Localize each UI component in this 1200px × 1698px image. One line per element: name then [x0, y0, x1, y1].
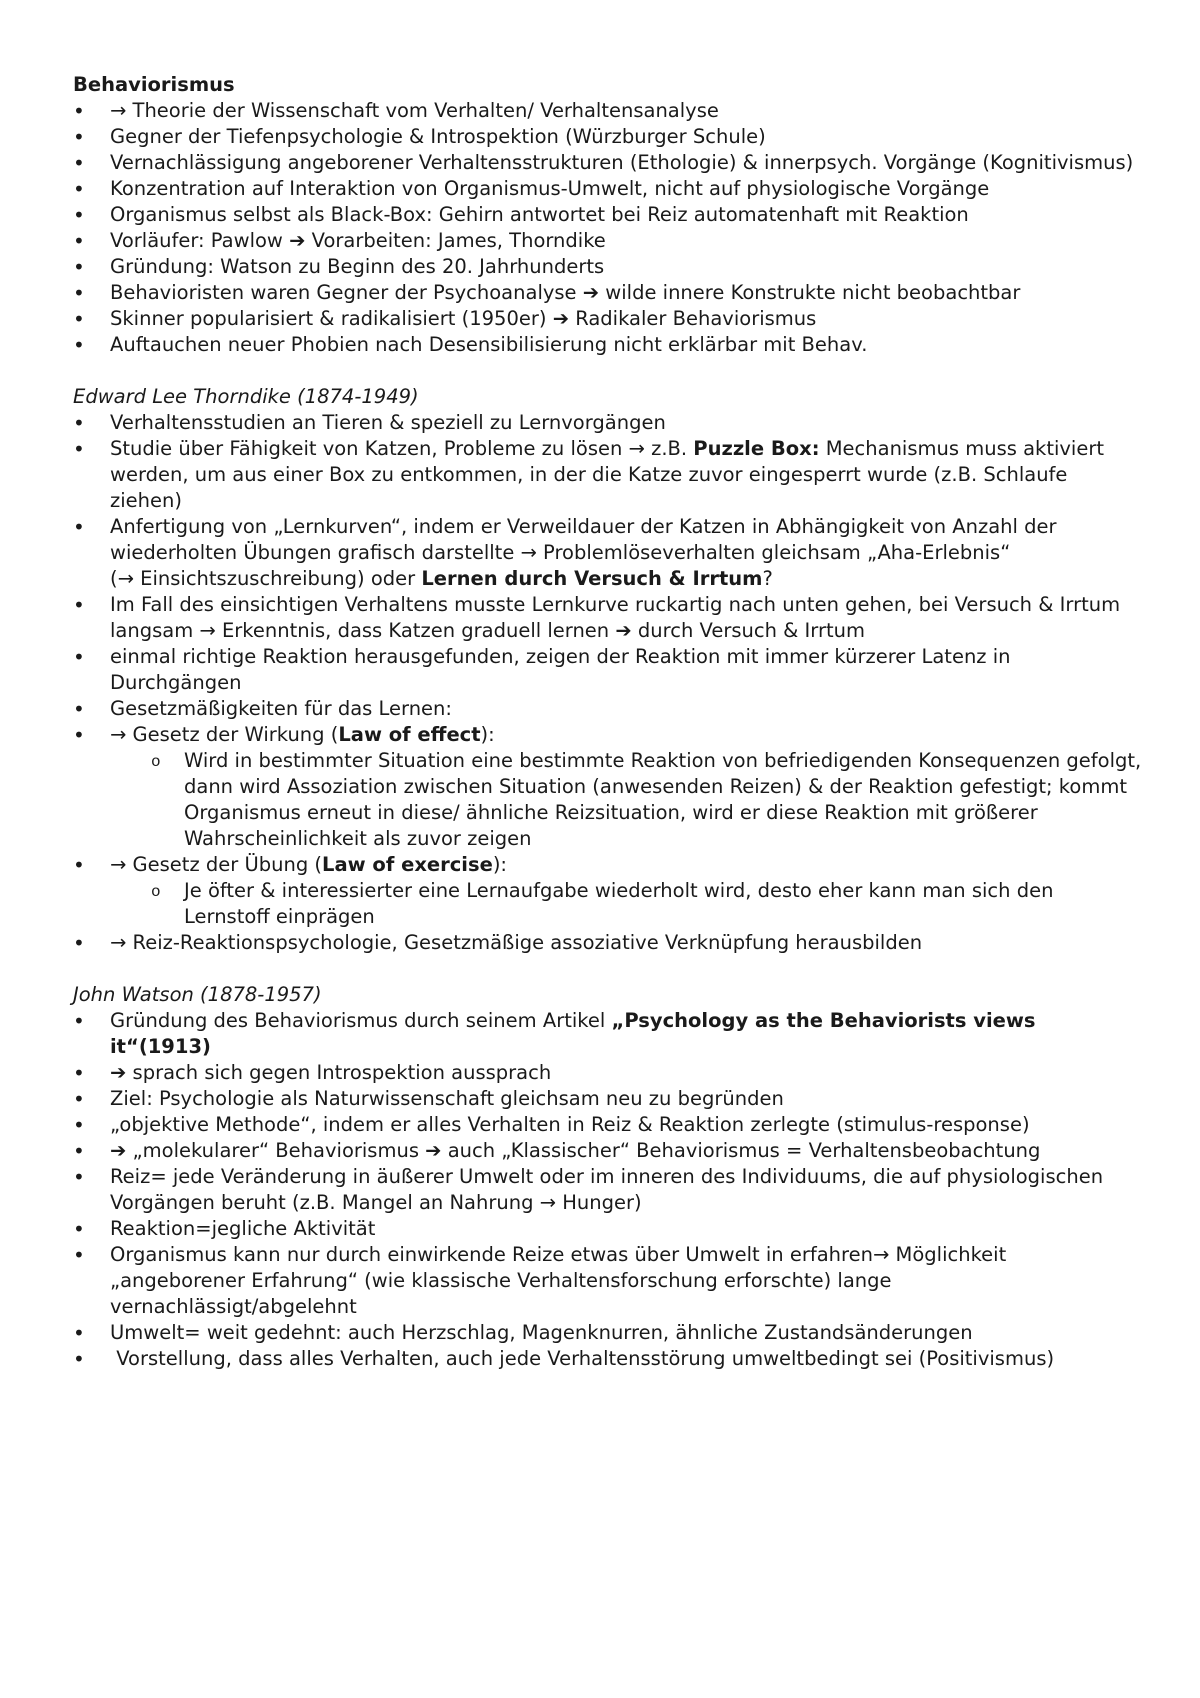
list-item: • Gegner der Tiefenpsychologie & Introspektion (Würzburger Schule)	[73, 124, 1143, 150]
sub-list	[73, 748, 1143, 852]
item-text: Mechanismus muss aktiviert werden, um aus einer Box zu entkommen, in der die Katze zuvor eingesperrt wurde (z.B. Schlaufe ziehen)	[110, 437, 1105, 512]
item-text: • Anfertigung von „Lernkurven“, indem er Verweildauer der Katzen in Abhängigkeit von Anzahl der wiederholten Übungen grafisch darstellte → Problemlöseverhalten gleichsam „Aha-Erlebnis“	[110, 515, 1057, 564]
list-item	[73, 1008, 1143, 1060]
item-text: Gründung des Behaviorismus durch seinem Artikel	[110, 1009, 612, 1032]
list-item: • Behavioristen waren Gegner der Psychoanalyse ➔ wilde innere Konstrukte nicht beobachtbar	[73, 280, 1143, 306]
list-item: • Auftauchen neuer Phobien nach Desensibilisierung nicht erklärbar mit Behav.	[73, 332, 1143, 358]
list-item: • Verhaltensstudien an Tieren & speziell zu Lernvorgängen	[73, 410, 1143, 436]
thorndike-list	[73, 410, 1143, 956]
list-item: • Vorläufer: Pawlow ➔ Vorarbeiten: James, Thorndike	[73, 228, 1143, 254]
document-page	[73, 72, 1143, 1372]
list-item: • Gesetzmäßigkeiten für das Lernen:	[73, 696, 1143, 722]
list-item	[73, 852, 1143, 930]
list-item: • Vernachlässigung angeborener Verhaltensstrukturen (Ethologie) & innerpsych. Vorgänge (Kognitivismus)	[73, 150, 1143, 176]
list-item: • Organismus kann nur durch einwirkende Reize etwas über Umwelt in erfahren→ Möglichkeit „angeborener Erfahrung“ (wie klassische Verhaltensforschung erforschte) lange vernachlässigt/abgelehnt	[73, 1242, 1143, 1320]
article-title: „Psychology as the Behaviorists views it“(1913)	[110, 1009, 1036, 1058]
list-item: • „objektive Methode“, indem er alles Verhalten in Reiz & Reaktion zerlegte (stimulus-response)	[73, 1112, 1143, 1138]
list-item: • → Theorie der Wissenschaft vom Verhalten/ Verhaltensanalyse	[73, 98, 1143, 124]
list-item: • Vorstellung, dass alles Verhalten, auch jede Verhaltensstörung umweltbedingt sei (Positivismus)	[73, 1346, 1143, 1372]
list-item: • Konzentration auf Interaktion von Organismus-Umwelt, nicht auf physiologische Vorgänge	[73, 176, 1143, 202]
section-title-behaviorismus: Behaviorismus	[73, 73, 235, 96]
law-of-exercise-term: Law of exercise	[322, 853, 493, 876]
item-text: → Gesetz der Übung (	[110, 853, 323, 876]
list-item: • Reiz= jede Veränderung in äußerer Umwelt oder im inneren des Individuums, die auf physiologischen Vorgängen beruht (z.B. Mangel an Nahrung → Hunger)	[73, 1164, 1143, 1216]
list-item: • Umwelt= weit gedehnt: auch Herzschlag, Magenknurren, ähnliche Zustandsänderungen	[73, 1320, 1143, 1346]
item-text: → Gesetz der Wirkung (	[110, 723, 339, 746]
list-item: • Reaktion=jegliche Aktivität	[73, 1216, 1143, 1242]
list-item: • Ziel: Psychologie als Naturwissenschaft gleichsam neu zu begründen	[73, 1086, 1143, 1112]
list-item: • → Reiz-Reaktionspsychologie, Gesetzmäßige assoziative Verknüpfung herausbilden	[73, 930, 1143, 956]
sub-list	[73, 878, 1143, 930]
list-item: • einmal richtige Reaktion herausgefunden, zeigen der Reaktion mit immer kürzerer Latenz in Durchgängen	[73, 644, 1143, 696]
item-line	[110, 566, 1143, 592]
spacer	[73, 956, 1143, 982]
sub-list-item: o Je öfter & interessierter eine Lernaufgabe wiederholt wird, desto eher kann man sich den Lernstoff einprägen	[73, 878, 1143, 930]
sub-list-item: o Wird in bestimmter Situation eine bestimmte Reaktion von befriedigenden Konsequenzen gefolgt, dann wird Assoziation zwischen Situation (anwesenden Reizen) & der Reaktion gefestigt; kommt Organismus erneut in diese/ ähnliche Reizsituation, wird er diese Reaktion mit größerer Wahrscheinlichkeit als zuvor zeigen	[73, 748, 1143, 852]
list-item: • Skinner popularisiert & radikalisiert (1950er) ➔ Radikaler Behaviorismus	[73, 306, 1143, 332]
item-text: ):	[480, 723, 495, 746]
watson-list	[73, 1008, 1143, 1372]
law-of-effect-term: Law of effect	[338, 723, 481, 746]
list-item	[73, 514, 1143, 592]
behaviorismus-list	[73, 98, 1143, 358]
item-text: ?	[762, 567, 773, 590]
list-item	[73, 436, 1143, 514]
section-title-watson: John Watson (1878-1957)	[73, 983, 322, 1006]
list-item: • Gründung: Watson zu Beginn des 20. Jahrhunderts	[73, 254, 1143, 280]
list-item: • ➔ sprach sich gegen Introspektion aussprach	[73, 1060, 1143, 1086]
list-item: • Organismus selbst als Black-Box: Gehirn antwortet bei Reiz automatenhaft mit Reaktion	[73, 202, 1143, 228]
item-text: (→ Einsichtszuschreibung) oder	[110, 567, 422, 590]
section-title-thorndike: Edward Lee Thorndike (1874-1949)	[73, 385, 419, 408]
item-text: ):	[492, 853, 507, 876]
spacer	[73, 358, 1143, 384]
list-item	[73, 722, 1143, 852]
trial-and-error-term: Lernen durch Versuch & Irrtum	[421, 567, 763, 590]
item-text: Studie über Fähigkeit von Katzen, Probleme zu lösen → z.B.	[110, 437, 694, 460]
list-item: • ➔ „molekularer“ Behaviorismus ➔ auch „Klassischer“ Behaviorismus = Verhaltensbeobachtung	[73, 1138, 1143, 1164]
list-item: • Im Fall des einsichtigen Verhaltens musste Lernkurve ruckartig nach unten gehen, bei Versuch & Irrtum langsam → Erkenntnis, dass Katzen graduell lernen ➔ durch Versuch & Irrtum	[73, 592, 1143, 644]
puzzle-box-term: Puzzle Box:	[693, 437, 820, 460]
